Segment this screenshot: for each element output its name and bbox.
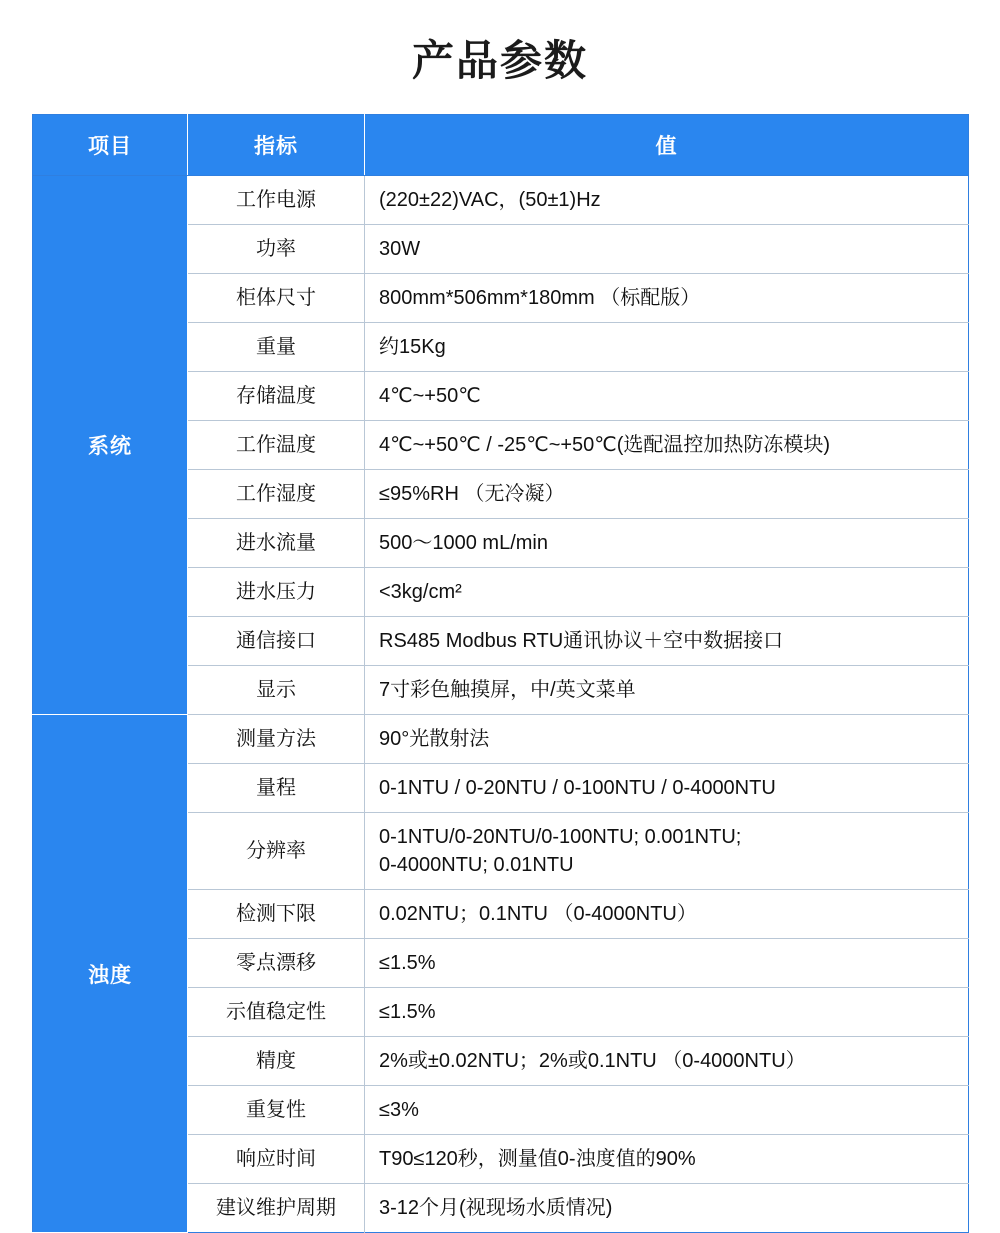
metric-name: 测量方法 xyxy=(188,715,365,764)
table-body xyxy=(33,176,969,1233)
metric-value: 4℃~+50℃ xyxy=(365,372,969,421)
metric-name: 量程 xyxy=(188,764,365,813)
header-col-category: 项目 xyxy=(33,115,188,176)
metric-value: 4℃~+50℃ / -25℃~+50℃(选配温控加热防冻模块) xyxy=(365,421,969,470)
metric-value: 3-12个月(视现场水质情况) xyxy=(379,1197,613,1220)
metric-value: ≤3% xyxy=(365,1086,969,1135)
metric-value: 2%或±0.02NTU；2%或0.1NTU （0-4000NTU） xyxy=(365,1037,969,1086)
metric-value-multiline xyxy=(365,813,969,890)
metric-value: 0.02NTU；0.1NTU （0-4000NTU） xyxy=(365,890,969,939)
metric-value: ≤1.5% xyxy=(365,988,969,1037)
metric-value: 90°光散射法 xyxy=(365,715,969,764)
metric-value: T90≤120秒，测量值0-浊度值的90% xyxy=(365,1135,969,1184)
metric-name: 精度 xyxy=(188,1037,365,1086)
header-col-metric: 指标 xyxy=(188,115,365,176)
metric-name: 检测下限 xyxy=(188,890,365,939)
group-label-system: 系统 xyxy=(33,176,188,715)
table-row xyxy=(33,176,969,225)
metric-name: 分辨率 xyxy=(188,813,365,890)
metric-value: 约15Kg xyxy=(365,323,969,372)
metric-value: 500～1000 mL/min xyxy=(365,519,969,568)
metric-name: 零点漂移 xyxy=(188,939,365,988)
table-header xyxy=(33,115,969,176)
table-header-row xyxy=(33,115,969,176)
metric-name: 重量 xyxy=(188,323,365,372)
metric-name: 存储温度 xyxy=(188,372,365,421)
metric-value: 30W xyxy=(365,225,969,274)
metric-name: 柜体尺寸 xyxy=(188,274,365,323)
metric-name: 示值稳定性 xyxy=(188,988,365,1037)
metric-value: RS485 Modbus RTU通讯协议＋空中数据接口 xyxy=(365,617,969,666)
metric-name: 响应时间 xyxy=(188,1135,365,1184)
metric-name: 工作电源 xyxy=(188,176,365,225)
metric-name: 工作温度 xyxy=(188,421,365,470)
spec-table xyxy=(32,114,969,1233)
header-col-value: 值 xyxy=(365,115,969,176)
metric-value: <3kg/cm² xyxy=(365,568,969,617)
metric-value: 800mm*506mm*180mm （标配版） xyxy=(365,274,969,323)
metric-value: ≤95%RH （无冷凝） xyxy=(365,470,969,519)
metric-value: 0-1NTU / 0-20NTU / 0-100NTU / 0-4000NTU xyxy=(365,764,969,813)
metric-name: 功率 xyxy=(188,225,365,274)
metric-value-line-1: 0-1NTU/0-20NTU/0-100NTU; 0.001NTU; xyxy=(379,826,742,849)
metric-name: 进水压力 xyxy=(188,568,365,617)
metric-name: 通信接口 xyxy=(188,617,365,666)
metric-name: 显示 xyxy=(188,666,365,715)
page-title: 产品参数 xyxy=(411,37,588,84)
metric-value: 7寸彩色触摸屏，中/英文菜单 xyxy=(365,666,969,715)
group-label-turbidity: 浊度 xyxy=(33,715,188,1233)
metric-name: 工作湿度 xyxy=(188,470,365,519)
metric-name: 进水流量 xyxy=(188,519,365,568)
metric-name: 建议维护周期 xyxy=(188,1184,365,1233)
metric-value: ≤1.5% xyxy=(365,939,969,988)
metric-value: (220±22)VAC，(50±1)Hz xyxy=(365,176,969,225)
metric-value-line-2: 0-4000NTU; 0.01NTU xyxy=(379,854,574,877)
table-row xyxy=(33,715,969,764)
spec-table-container xyxy=(0,114,1000,1233)
metric-name: 重复性 xyxy=(188,1086,365,1135)
